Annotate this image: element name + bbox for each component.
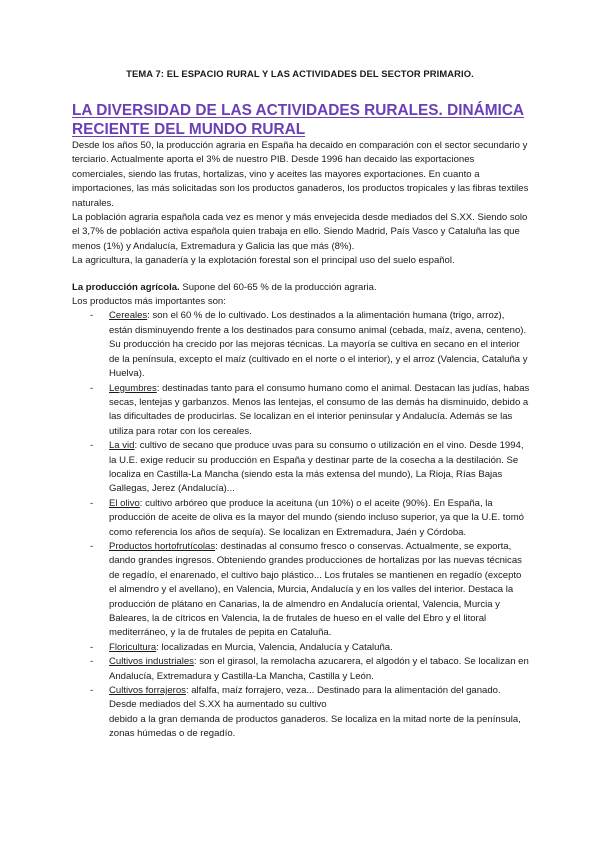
list-item [72,540,530,641]
list-item [72,684,530,742]
list-dash: - [90,685,94,697]
list-item-term: El olivo [109,497,140,509]
list-item-text: : localizadas en Murcia, Valencia, Andalucía y Cataluña. [156,641,393,653]
list-item-text: : cultivo arbóreo que produce la aceituna (un 10%) o el aceite (90%). En España, la producción de aceite de oliva es la mayor del mundo (siendo incluso superior, ya que la U.E. tomó como referencia los años de sequía). Se localizan en Extremadura, Jaén y Córdoba. [109,497,524,538]
list-dash: - [90,497,94,509]
list-item-term: Cultivos industriales [109,656,194,668]
production-paragraph [72,281,530,295]
list-item [72,382,530,440]
list-item-term: Cereales [109,310,148,322]
list-item-text: : alfalfa, maíz forrajero, veza... Destinado para la alimentación del ganado. Desde mediados del S.XX ha aumentado su cultivo [109,685,501,711]
document-title: TEMA 7: EL ESPACIO RURAL Y LAS ACTIVIDADES DEL SECTOR PRIMARIO. [126,68,474,79]
list-item-term: Cultivos forrajeros [109,685,186,697]
list-item-text: : son el 60 % de lo cultivado. Los destinados a la alimentación humana (trigo, arroz), están disminuyendo frente a los destinados para consumo animal (cebada, maíz, avena, centeno). Su producción ha crecido por las mejoras técnicas. La mayoría se cultiva en secano en el interior de la península, excepto el maíz (cultivado en el norte o el interior), y el arroz (Valencia, Cataluña y Huelva). [109,310,528,380]
list-dash: - [90,641,94,653]
list-dash: - [90,540,94,552]
list-item-text: : son el girasol, la remolacha azucarera, el algodón y el tabaco. Se localizan en Andalucía, Extremadura y Castilla-La Mancha, Castilla y León. [109,656,529,682]
list-dash: - [90,310,94,322]
section-heading: LA DIVERSIDAD DE LAS ACTIVIDADES RURALES. DINÁMICA RECIENTE DEL MUNDO RURAL [72,102,525,138]
list-dash: - [90,440,94,452]
intro-paragraph: Desde los años 50, la producción agraria en España ha decaido en comparación con el sector secundario y terciario. Actualmente aporta el 3% de nuestro PIB. Desde 1996 han decaido las exportaciones comerciales, siendo las frutas, hortalizas, vino y aceites las mayores exportaciones. En cuanto a importaciones, las más solicitadas son los productos ganaderos, los productos tropicales y las fibras textiles naturales. [72,140,529,209]
intro-paragraph: La población agraria española cada vez es menor y más envejecida desde mediados del S.XX. Siendo solo el 3,7% de población activa española quien trabaja en ello. Siendo Madrid, País Vasco y Cataluña las que menos (1%) y Andalucía, Extremadura y Galicia las que más (8%). [72,212,528,252]
list-item [72,641,530,655]
list-item [72,655,530,684]
list-dash: - [90,656,94,668]
production-text: Supone del 60-65 % de la producción agraria. [179,281,377,293]
list-item-text-continued: debido a la gran demanda de productos ganaderos. Se localiza en la mitad norte de la península, zonas húmedas o de regadío. [109,713,521,740]
list-dash: - [90,382,94,394]
list-item [72,439,530,497]
list-item [72,309,530,381]
list-item-text: : destinadas al consumo fresco o conservas. Actualmente, se exporta, dando grandes ingresos. Obteniendo grandes producciones de hortalizas por las nuevas técnicas de regadío, el enarenado, el cultivo bajo plástico... Los frutales se mantienen en regadío (excepto el almendro y el avellano), en Valencia, Murcia, Andalucía y en los valles del interior. Destaca la producción de plátano en Canarias, la de almendro en Andalucía oriental, Valencia, Murcia y Baleares, la de cítricos en Valencia, la de frutales de hueso en el valle del Ebro y el litoral mediterráneo, y la de frutales de pepita en Cataluña. [109,540,522,639]
products-list [72,309,530,741]
document-body [72,139,530,742]
list-item-term: La vid [109,440,135,452]
list-item-text: : cultivo de secano que produce uvas para su consumo o utilización en el vino. Desde 1994, la U.E. exige reducir su producción en España y destinar parte de la cosecha a la destilación. Se localiza en Castilla-La Mancha (siendo esta la más extensa del mundo), La Rioja, Rías Bajas Gallegas, Jerez (Andalucía)... [109,440,524,495]
list-item-term: Floricultura [109,641,157,653]
list-item [72,497,530,540]
list-item-text: : destinadas tanto para el consumo humano como el animal. Destacan las judías, habas secas, lentejas y garbanzos. Menos las lentejas, el consumo de las demás ha disminuido, debido a las dificultades de producirlas. Se localizan en el interior peninsular y Andalucía. Además se las utiliza para rotar con los cereales. [109,382,530,437]
intro-paragraph: La agricultura, la ganadería y la explotación forestal son el principal uso del suelo español. [72,255,455,267]
list-item-term: Productos hortofrutícolas [109,540,216,552]
list-item-term: Legumbres [109,382,157,394]
production-label: La producción agrícola. [72,281,180,293]
products-intro: Los productos más importantes son: [72,296,226,308]
